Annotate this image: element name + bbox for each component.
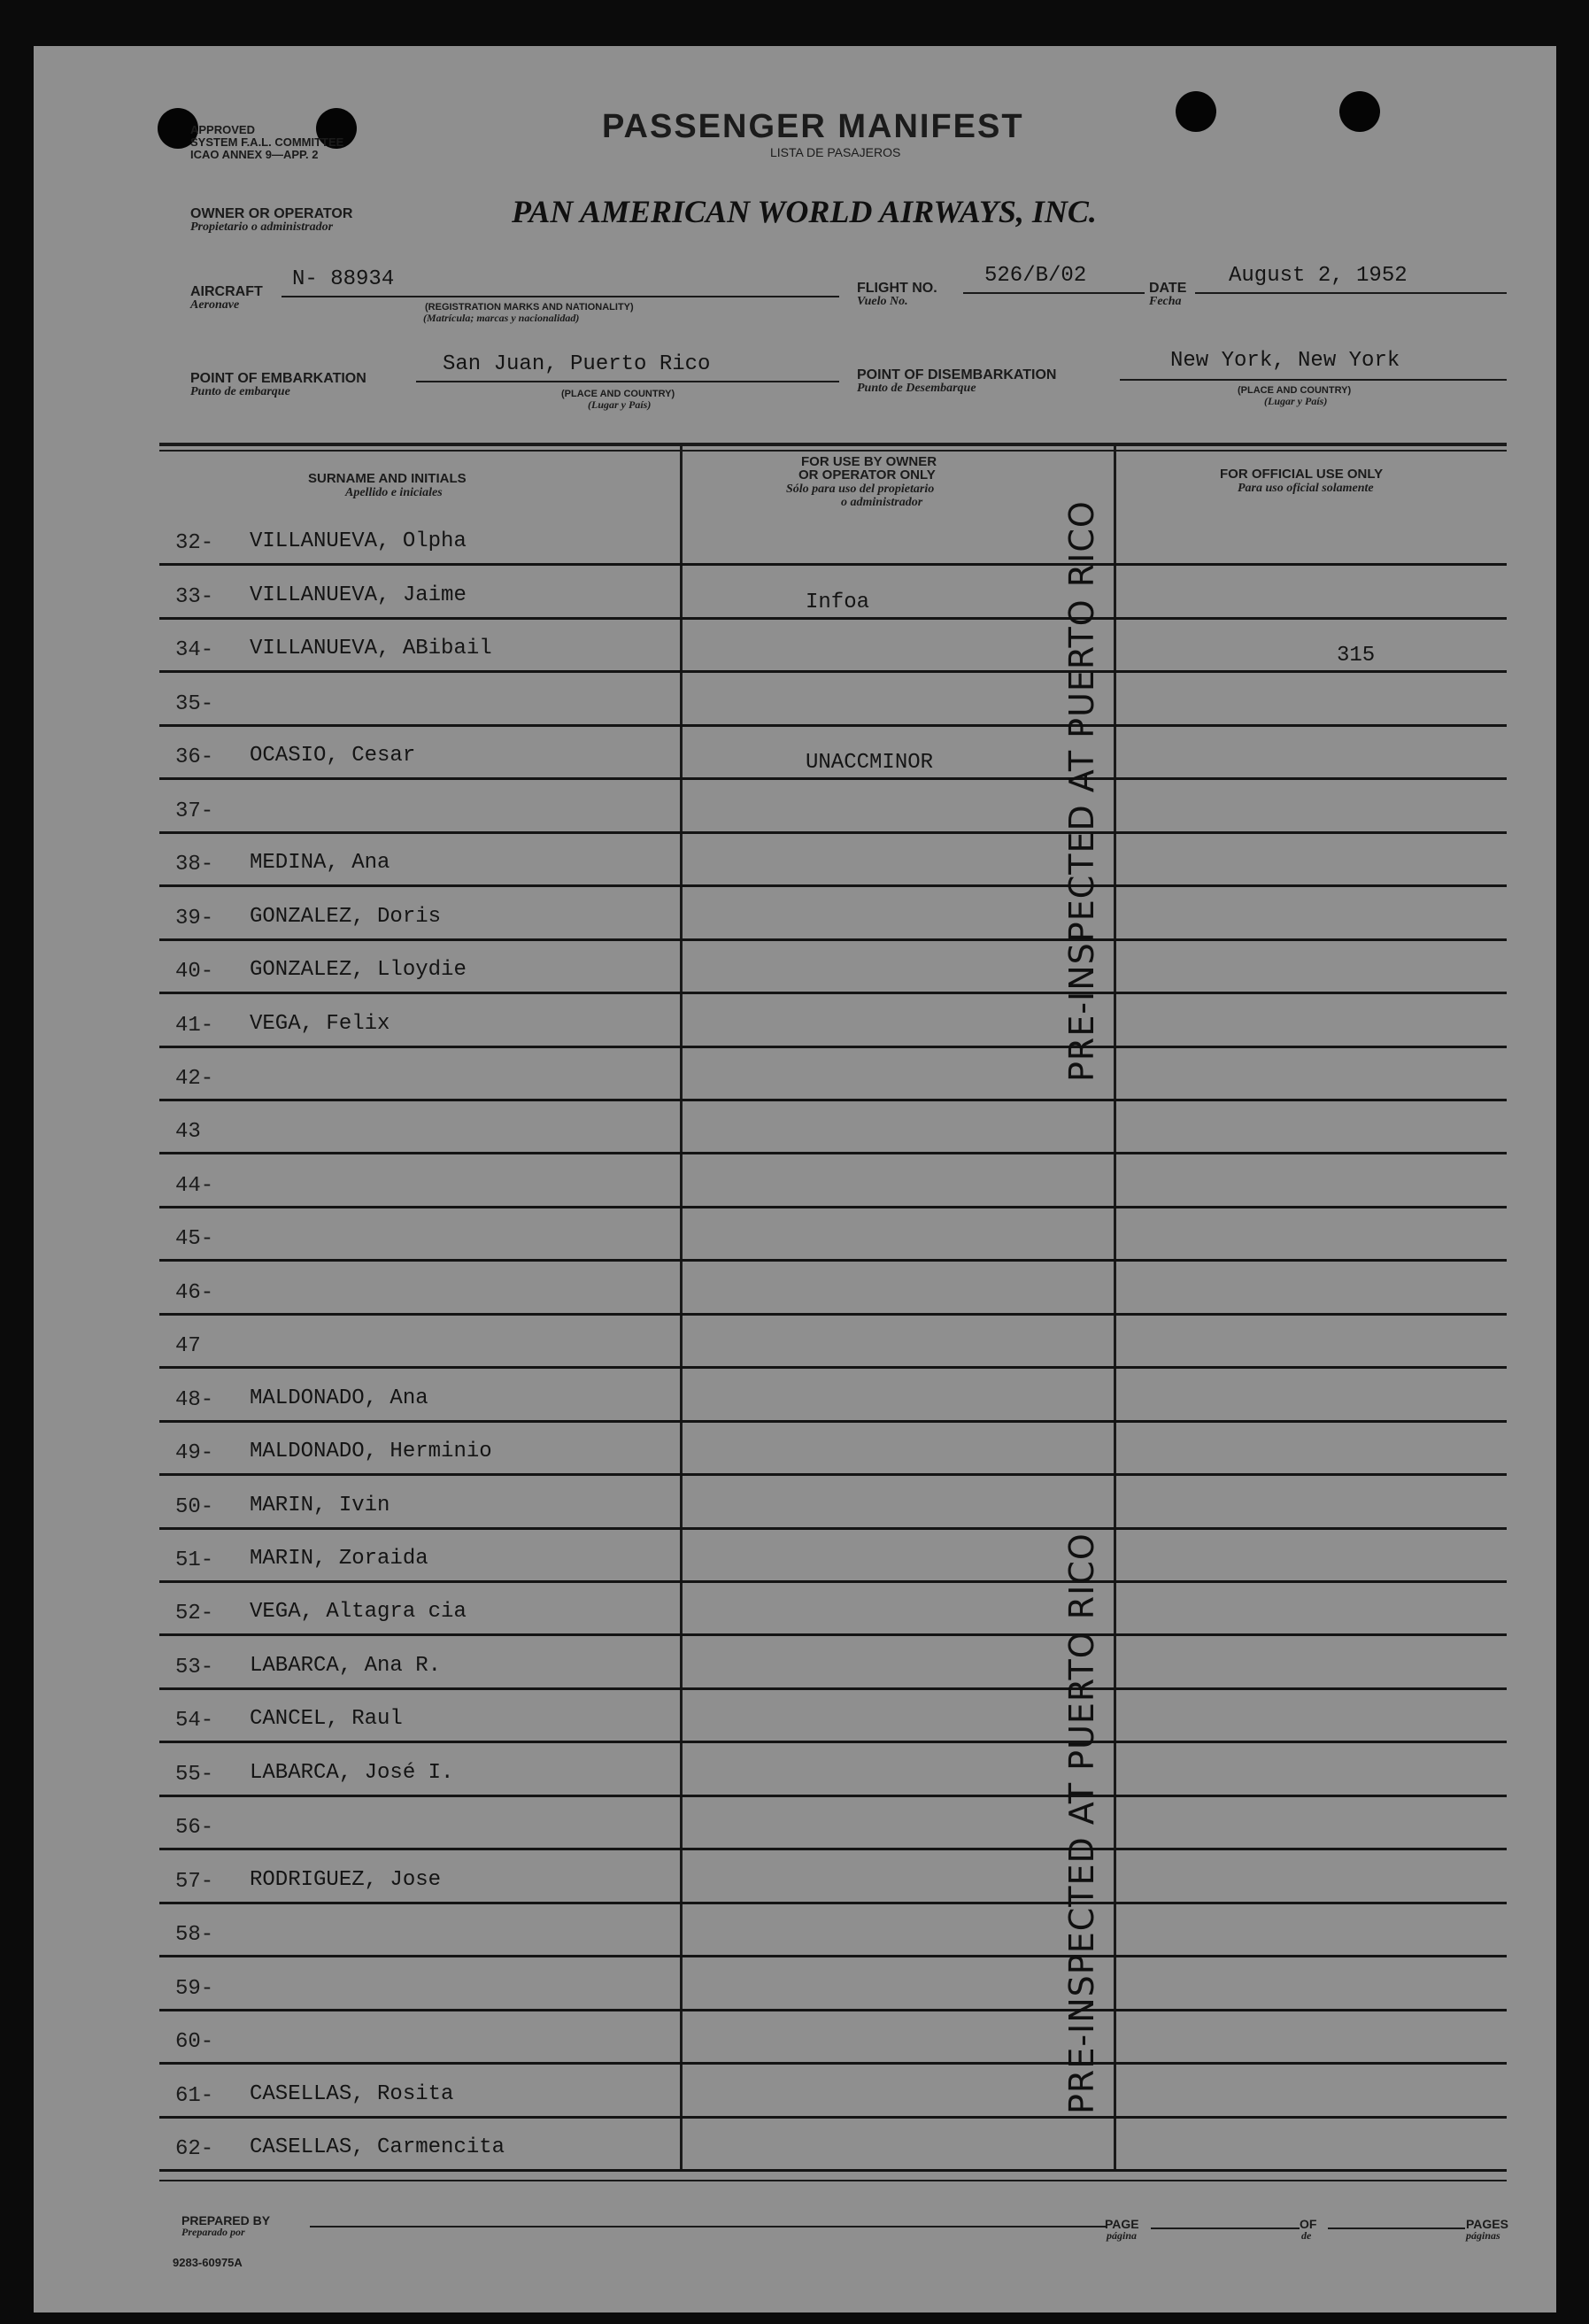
row-rule xyxy=(159,938,1507,941)
passenger-name: VEGA, Felix xyxy=(250,1011,390,1036)
row-rule xyxy=(159,992,1507,994)
passenger-name: LABARCA, José I. xyxy=(250,1760,454,1785)
approval-line: SYSTEM F.A.L. COMMITTEE xyxy=(190,135,344,149)
row-number: 38- xyxy=(175,853,214,877)
passenger-name: CASELLAS, Carmencita xyxy=(250,2135,505,2159)
row-rule xyxy=(159,2116,1507,2119)
row-rule xyxy=(159,2009,1507,2011)
passenger-name: VILLANUEVA, Jaime xyxy=(250,583,467,607)
pages-label: PAGES xyxy=(1466,2217,1508,2231)
row-rule xyxy=(159,1902,1507,1904)
owner-use-header: FOR USE BY OWNER xyxy=(801,454,937,469)
passenger-name: CANCEL, Raul xyxy=(250,1707,403,1732)
underline xyxy=(282,296,839,297)
owner-note: Infoa xyxy=(806,590,870,614)
row-rule xyxy=(159,1633,1507,1636)
disembarkation-label-es: Punto de Desembarque xyxy=(857,382,976,395)
official-header: FOR OFFICIAL USE ONLY xyxy=(1220,467,1384,482)
row-number: 35- xyxy=(175,691,214,716)
flight-label-es: Vuelo No. xyxy=(857,295,908,308)
row-number: 42- xyxy=(175,1066,214,1091)
row-number: 46- xyxy=(175,1280,214,1305)
official-note: 315 xyxy=(1337,644,1376,668)
place-note-es: (Lugar y País) xyxy=(588,398,652,411)
row-number: 59- xyxy=(175,1976,214,2001)
row-rule xyxy=(159,2062,1507,2065)
row-number: 32- xyxy=(175,531,214,556)
passenger-name: OCASIO, Cesar xyxy=(250,744,416,768)
embarkation-value: San Juan, Puerto Rico xyxy=(443,352,711,376)
passenger-name: MEDINA, Ana xyxy=(250,851,390,876)
underline xyxy=(416,381,839,382)
page-label-es: página xyxy=(1107,2229,1138,2242)
surname-header: SURNAME AND INITIALS xyxy=(308,471,467,486)
row-number: 45- xyxy=(175,1227,214,1252)
row-number: 43 xyxy=(175,1120,201,1145)
passenger-name: MALDONADO, Herminio xyxy=(250,1440,492,1464)
row-number: 58- xyxy=(175,1923,214,1948)
registration-note: (REGISTRATION MARKS AND NATIONALITY) xyxy=(425,302,634,313)
row-number: 53- xyxy=(175,1655,214,1679)
owner-value: PAN AMERICAN WORLD AIRWAYS, INC. xyxy=(512,194,1097,229)
row-rule xyxy=(159,563,1507,566)
embarkation-label-es: Punto de embarque xyxy=(190,385,290,398)
row-number: 40- xyxy=(175,960,214,984)
disembarkation-value: New York, New York xyxy=(1170,349,1400,373)
row-number: 52- xyxy=(175,1602,214,1626)
row-rule xyxy=(159,1955,1507,1957)
row-rule xyxy=(159,670,1507,673)
prepared-label: PREPARED BY xyxy=(181,2213,271,2227)
flight-label: FLIGHT NO. xyxy=(857,281,937,296)
row-number: 55- xyxy=(175,1762,214,1787)
date-label: DATE xyxy=(1149,281,1187,296)
row-number: 48- xyxy=(175,1387,214,1412)
passenger-name: GONZALEZ, Lloydie xyxy=(250,958,467,983)
of-label-es: de xyxy=(1301,2229,1312,2242)
owner-note: UNACCMINOR xyxy=(806,751,934,776)
row-rule xyxy=(159,1259,1507,1262)
form-number: 9283-60975A xyxy=(173,2256,243,2269)
row-rule xyxy=(159,831,1507,834)
row-number: 60- xyxy=(175,2030,214,2055)
owner-use-header-es: o administrador xyxy=(841,496,923,509)
row-number: 47 xyxy=(175,1334,201,1359)
aircraft-value: N- 88934 xyxy=(292,267,395,291)
row-number: 37- xyxy=(175,799,214,823)
row-number: 36- xyxy=(175,745,214,770)
row-number: 62- xyxy=(175,2137,214,2161)
official-header-es: Para uso oficial solamente xyxy=(1238,482,1374,495)
passenger-name: MALDONADO, Ana xyxy=(250,1386,428,1410)
pages-label-es: páginas xyxy=(1466,2229,1500,2242)
date-label-es: Fecha xyxy=(1149,295,1182,308)
aircraft-label: AIRCRAFT xyxy=(190,284,263,299)
inspection-stamp: PRE-INSPECTED AT PUERTO RICO xyxy=(1062,500,1101,1082)
passenger-name: VILLANUEVA, Olpha xyxy=(250,529,467,554)
row-number: 50- xyxy=(175,1494,214,1519)
underline xyxy=(1195,292,1507,294)
owner-use-header: OR OPERATOR ONLY xyxy=(798,467,936,483)
passenger-name: LABARCA, Ana R. xyxy=(250,1653,442,1678)
page-label: PAGE xyxy=(1105,2217,1139,2231)
row-rule xyxy=(159,724,1507,727)
passenger-name: MARIN, Zoraida xyxy=(250,1547,428,1571)
table-top-rule xyxy=(159,443,1507,446)
row-rule xyxy=(159,1099,1507,1101)
passenger-name: GONZALEZ, Doris xyxy=(250,904,442,929)
row-number: 39- xyxy=(175,906,214,930)
row-number: 41- xyxy=(175,1013,214,1038)
date-value: August 2, 1952 xyxy=(1229,264,1408,288)
row-rule xyxy=(159,1527,1507,1530)
approval-line: APPROVED xyxy=(190,123,255,136)
place-note-es: (Lugar y País) xyxy=(1264,395,1328,407)
prepared-line xyxy=(310,2226,1107,2227)
row-rule xyxy=(159,1795,1507,1797)
row-number: 56- xyxy=(175,1816,214,1841)
row-rule xyxy=(159,1741,1507,1743)
row-rule xyxy=(159,1313,1507,1316)
passenger-name: CASELLAS, Rosita xyxy=(250,2081,454,2106)
row-number: 51- xyxy=(175,1548,214,1573)
row-number: 33- xyxy=(175,584,214,609)
row-rule xyxy=(159,1848,1507,1850)
row-rule xyxy=(159,1366,1507,1369)
row-rule xyxy=(159,1206,1507,1208)
row-number: 44- xyxy=(175,1173,214,1198)
row-number: 54- xyxy=(175,1709,214,1733)
row-rule xyxy=(159,2169,1507,2172)
table-bottom-rule xyxy=(159,2180,1507,2181)
embarkation-label: POINT OF EMBARKATION xyxy=(190,371,366,386)
passenger-name: VILLANUEVA, ABibail xyxy=(250,637,492,661)
place-note: (PLACE AND COUNTRY) xyxy=(1238,385,1352,396)
page-line xyxy=(1151,2227,1300,2229)
column-divider xyxy=(680,446,683,2171)
disembarkation-label: POINT OF DISEMBARKATION xyxy=(857,367,1057,382)
punch-hole xyxy=(1176,91,1216,132)
prepared-label-es: Preparado por xyxy=(181,2226,245,2238)
page-subtitle: LISTA DE PASAJEROS xyxy=(770,145,901,159)
row-rule xyxy=(159,617,1507,620)
row-rule xyxy=(159,884,1507,887)
inspection-stamp: PRE-INSPECTED AT PUERTO RICO xyxy=(1062,1533,1101,2114)
passenger-name: MARIN, Ivin xyxy=(250,1493,390,1517)
punch-hole xyxy=(1339,91,1380,132)
owner-label: OWNER OR OPERATOR xyxy=(190,206,353,221)
pages-line xyxy=(1328,2227,1465,2229)
approval-line: ICAO ANNEX 9—APP. 2 xyxy=(190,148,319,161)
surname-header-es: Apellido e iniciales xyxy=(345,486,443,499)
row-rule xyxy=(159,1687,1507,1690)
flight-value: 526/B/02 xyxy=(984,264,1087,288)
row-number: 61- xyxy=(175,2083,214,2108)
row-number: 49- xyxy=(175,1441,214,1466)
owner-use-header-es: Sólo para uso del propietario xyxy=(786,483,935,496)
table-top-rule xyxy=(159,450,1507,452)
row-rule xyxy=(159,777,1507,780)
of-label: OF xyxy=(1300,2217,1317,2231)
row-number: 34- xyxy=(175,638,214,663)
owner-label-es: Propietario o administrador xyxy=(190,220,334,234)
row-rule xyxy=(159,1046,1507,1048)
place-note: (PLACE AND COUNTRY) xyxy=(561,389,675,399)
page-title: PASSENGER MANIFEST xyxy=(602,108,1024,145)
row-rule xyxy=(159,1473,1507,1476)
underline xyxy=(1120,379,1507,381)
registration-note-es: (Matrícula; marcas y nacionalidad) xyxy=(423,312,580,324)
aircraft-label-es: Aeronave xyxy=(190,298,240,312)
row-number: 57- xyxy=(175,1869,214,1894)
row-rule xyxy=(159,1420,1507,1423)
column-divider xyxy=(1114,446,1116,2171)
passenger-name: VEGA, Altagra cia xyxy=(250,1600,467,1625)
underline xyxy=(963,292,1145,294)
row-rule xyxy=(159,1152,1507,1154)
row-rule xyxy=(159,1580,1507,1583)
passenger-name: RODRIGUEZ, Jose xyxy=(250,1867,442,1892)
